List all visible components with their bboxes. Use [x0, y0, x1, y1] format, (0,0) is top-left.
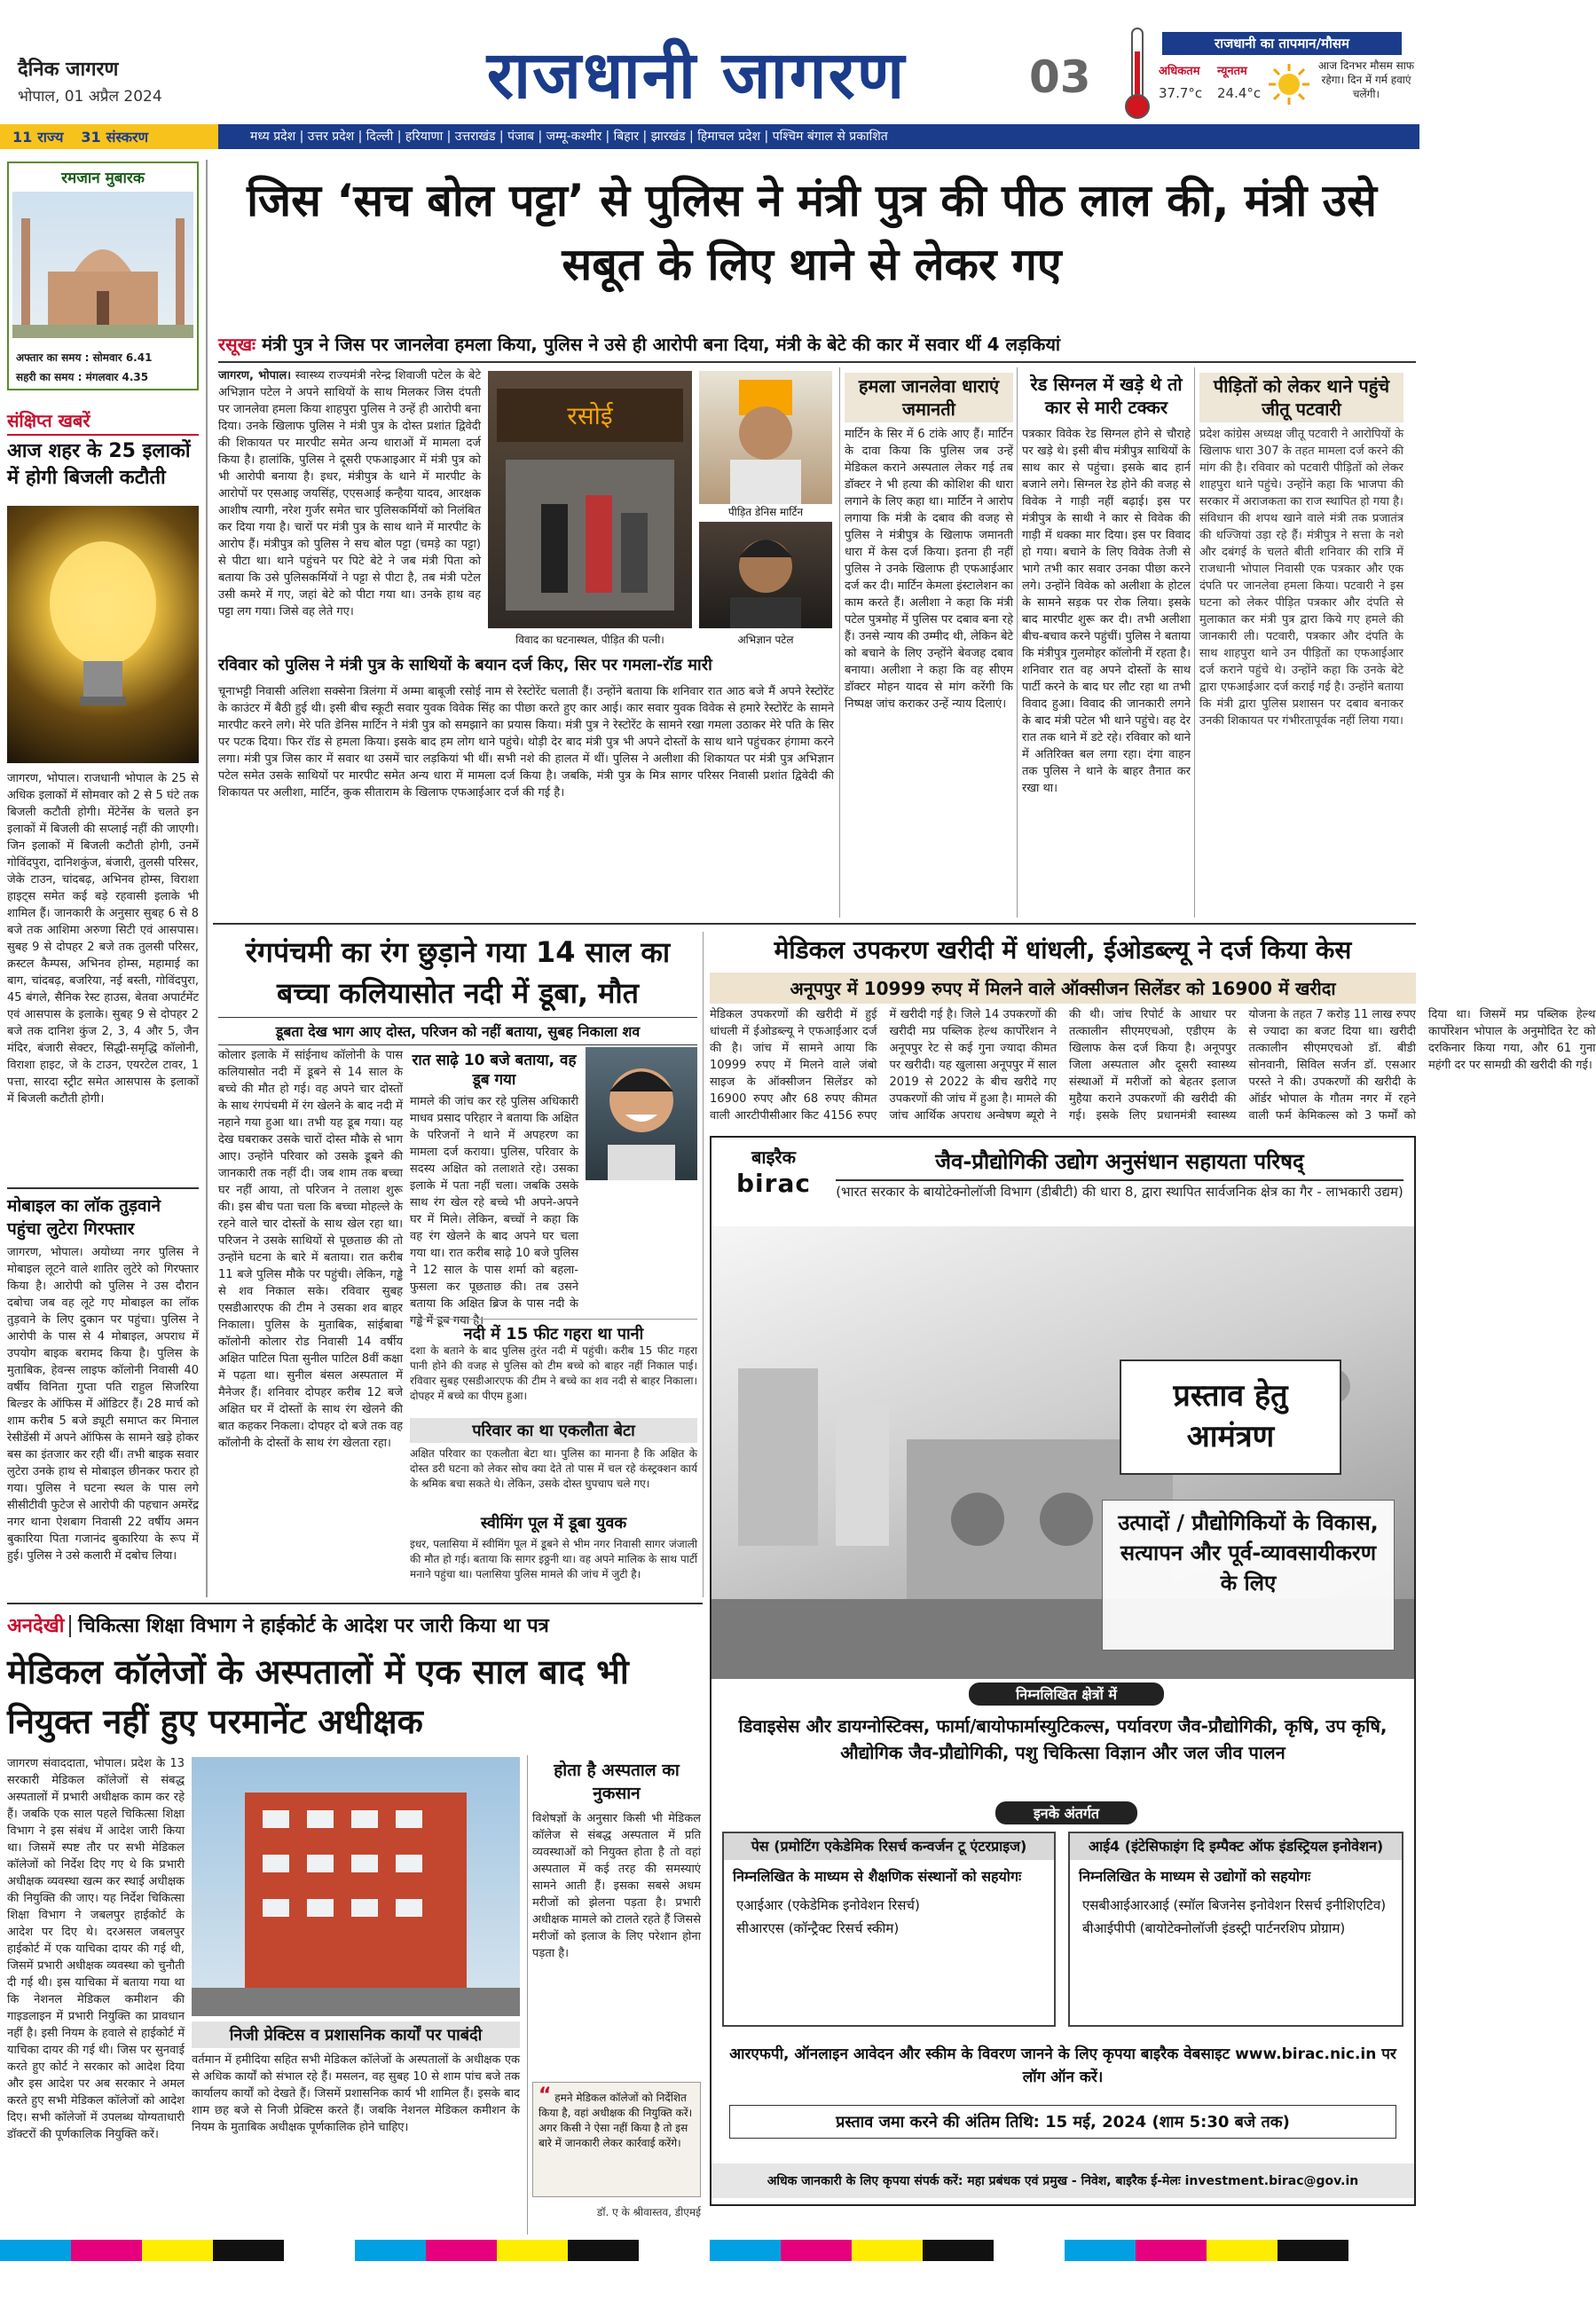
ramzan-box: [7, 162, 199, 390]
pace-via: निम्नलिखित के माध्यम से शैक्षणिक संस्थानों को सहयोगः: [733, 1868, 1022, 1885]
sun-icon: [1267, 62, 1311, 106]
drown-body: कोलार इलाके में सांईनाथ कॉलोनी के पास कलियासोत नदी में डूबने से 14 साल के बच्चे की मौत हो गई। वह अपने चार दोस्तों के साथ रंगपंचमी में रंग खेलने के बाद नदी में नहाने गया हुआ था। तभी यह डूब गया। यह देख घबराकर उसके चारों दोस्त मौके से भाग आए। उन्होंने परिवार को उसके डूबने की जानकारी तक नहीं दी। जब शाम तक बच्चा घर नहीं आया, तो परिजन ने तलाश शुरू की। इस बीच पता चला कि बच्चा मोहल्ले के रहने वाले चार दोस्तों के साथ खेल रहा था। परिजन ने उसके साथियों से पूछताछ की तो उन्होंने घटना के बारे में बताया। रात करीब 11 बजे पुलिस मौके पर पहुंची। लेकिन, गड्ढे से शव निकाल सके। रविवार सुबह एसडीआरएफ की टीम ने उसका शव बाहर निकाला। पुलिस के मुताबिक, सांईबाबा कॉलोनी कोलार रोड निवासी 14 वर्षीय अक्षित पाटिल पिता सुनील पाटिल 8वीं कक्षा में पढ़ता था। सुनील बंसल अस्पताल में मैनेजर हैं। शनिवार दोपहर करीब 12 बजे अक्षित घर में दोस्तों के साथ रंग खेलने की बात कहकर निकला। दोपहर दो बजे तक वह कॉलोनी के दोस्तों के साथ रंग खेलता रहा।: [218, 1049, 403, 1450]
quote-icon: “: [539, 2084, 552, 2107]
thermometer-icon: [1120, 25, 1155, 122]
col2-title: हमला जानलेवा धाराएं जमानती: [845, 373, 1013, 422]
bulb-image: [7, 506, 199, 763]
lead-sub2-body: चूनाभट्टी निवासी अलिशा सक्सेना त्रिलंगा में अम्मा बाबूजी रसोई नाम से रेस्टोरेंट चलाती हैं। उन्होंने बताया कि शनिवार रात आठ बजे मैं अपने रेस्टोरेंट के काउंटर में बैठी हुई थी। इसी बीच स्कूटी सवार युवक विवेक सिंह का पीछा करते हुए कार आई। कार सवार युवक विवेक से हमारे रेस्टोरेंट के सामने मारपीट करने लगे। मेरे पति डेनिस मार्टिन ने मंत्री पुत्र को समझाने का प्रयास किया। मंत्री पुत्र ने रेस्टोरेंट के सामने रखा गमला उठाकर मेरे पति के सिर पर पटक दिया। फिर रॉड से हमला किया। इसके बाद हम लोग थाने पहुंचे। थोड़ी देर बाद मंत्री पुत्र भी अपने दोस्तों के साथ थाने पहुंचकर हंगामा करने लगा। मंत्री पुत्र जिस कार में सवार था उसमें चार लड़कियां भी थीं। सभी नशे की हालत में थीं। पुलिस ने अलीशा की शिकायत पर मंत्री पुत्र अभिज्ञान पटेल समेत उसके साथियों पर मारपीट समेत अन्य धारा में मामला दर्ज किया है। जबकि, मंत्री पुत्र के मित्र सागर परिसर निवासी प्रशांत द्विवेदी की शिकायत पर अलीशा, मार्टिन, कुक सीताराम के खिलाफ एफआईआर दर्ज की गई है।: [218, 685, 834, 800]
pace-box: [722, 1832, 1056, 2027]
edition-bar: [0, 124, 1419, 149]
min-temp: 24.4°c: [1217, 85, 1262, 101]
drown-box2-body: दशा के बताने के बाद पुलिस तुरंत नदी में पहुंची। करीब 15 फीट गहरा पानी होने की वजह से पुलिस को टीम बच्चे को बाहर नहीं निकाल पाई। रविवार सुबह एसडीआरएफ की टीम ने बच्चे का शव नदी से बाहर निकाला। दोपहर में बच्चे का पीएम हुआ।: [410, 1344, 697, 1402]
svg-text:रसोई: रसोई: [567, 401, 613, 430]
masthead-date: भोपाल, 01 अप्रैल 2024: [18, 88, 162, 106]
brief-header: संक्षिप्त खबरें: [7, 408, 199, 436]
caption-martin: पीड़ित डेनिस मार्टिन: [699, 504, 832, 519]
lead-headline: जिस ‘सच बोल पट्टा’ से पुलिस ने मंत्री पुत्र की पीठ लाल की, मंत्री उसे सबूत के लिए थाने से लेकर गए: [247, 175, 1377, 290]
quote-box: [532, 2082, 701, 2197]
registration-strip: [0, 2240, 1419, 2261]
sectors-label: निम्नलिखित क्षेत्रों में: [969, 1682, 1164, 1706]
drown-box-title: रात साढ़े 10 बजे बताया, वह डूब गया: [412, 1052, 577, 1089]
under-label: इनके अंतर्गत: [995, 1801, 1137, 1824]
birac-logo-hindi: बाइरैक: [751, 1147, 796, 1168]
hospital-headline: मेडिकल कॉलेजों के अस्पतालों में एक साल बाद भी नियुक्त नहीं हुए परमानेंट अधीक्षक: [7, 1652, 629, 1741]
apply-text: आरएफपी, ऑनलाइन आवेदन और स्कीम के विवरण जानने के लिए कृपया बाइरैक वेबसाइट www.birac.nic.in पर लॉग ऑन करें।: [729, 2045, 1396, 2086]
lead-dateline: जागरण, भोपाल।: [218, 369, 292, 382]
weather-title: राजधानी का तापमान/मौसम: [1162, 32, 1402, 55]
lead-sub-kicker: रसूखः: [218, 334, 256, 355]
deadline-text: प्रस्ताव जमा करने की अंतिम तिथि: 15 मई, 2024 (शाम 5:30 बजे तक): [729, 2105, 1396, 2139]
invite-line1: प्रस्ताव हेतु: [1173, 1378, 1288, 1414]
lead-subhead: [218, 332, 1416, 363]
hospital-box-body: वर्तमान में हमीदिया सहित सभी मेडिकल कॉलेजों के अस्पतालों के अधीक्षक एक से अधिक कार्यों को संभाल रहे हैं। मसलन, वह सुबह 10 से शाम पांच बजे तक कार्यालय कार्यों को देखते हैं। जिसमें प्रशासनिक कार्य भी शामिल हैं। इसके बाद शाम छह बजे से निजी प्रेक्टिस करते हैं। जबकि नेशनल मेडिकल कमीशन के नियम के मुताबिक अधीक्षक पूर्णकालिक होने चाहिए।: [192, 2053, 520, 2134]
max-temp-label: अधिकतम: [1159, 65, 1200, 78]
brief2-title: मोबाइल का लॉक तुड़वाने पहुंचा लुटेरा गिरफ्तार: [7, 1187, 199, 1241]
brief1-title: आज शहर के 25 इलाकों में होगी बिजली कटौती: [7, 440, 191, 489]
pace-item1: एआईआर (एकेडेमिक इनोवेशन रिसर्च): [736, 1897, 920, 1913]
martin-photo: [699, 371, 832, 504]
drown-box3-title: परिवार का था एकलौता बेटा: [410, 1418, 697, 1443]
hospital-side-title: होता है अस्पताल का नुकसान: [554, 1761, 680, 1803]
birac-title: जैव-प्रौद्योगिकी उद्योग अनुसंधान सहायता परिषद्: [836, 1147, 1403, 1181]
hospital-body: जागरण संवाददाता, भोपाल। प्रदेश के 13 सरकारी मेडिकल कॉलेजों से संबद्ध अस्पतालों में प्रभारी अधीक्षक काम कर रहे हैं। जबकि एक साल पहले चिकित्सा शिक्षा विभाग ने इस संबंध में आदेश जारी किया था। जिसमें स्पष्ट तौर पर सभी मेडिकल कॉलेजों को निर्देश दिए गए थे कि प्रभारी अधीक्षक व्यवस्था खत्म कर स्थाई अधीक्षक की नियुक्ति की जाए। यह निर्देश चिकित्सा शिक्षा विभाग ने जबलपुर हाईकोर्ट के आदेश पर दिए थे। दरअसल जबलपुर हाईकोर्ट में एक याचिका दायर की गई थी, जिसमें प्रभारी अधीक्षक व्यवस्था को चुनौती दी गई थी। इस याचिका में बताया गया था कि नेशनल मेडिकल कमीशन की गाइडलाइन में प्रभारी नियुक्ति का प्रावधान नहीं है। इसी नियम के हवाले से हाईकोर्ट में याचिका दायर की गई थी। जिस पर सुनवाई करते हुए कोर्ट ने सरकार को आदेश दिया और इस आदेश पर अब सरकार ने अमल करते हुए सभी मेडिकल कॉलेजों को आदेश दिए। सभी कॉलेजों में उपलब्ध योग्यताधारी डॉक्टरों की पूर्णकालिक नियुक्ति करें।: [7, 1757, 185, 2141]
brief2-text: जागरण, भोपाल। अयोध्या नगर पुलिस ने मोबाइल लूटने वाले शातिर लुटेरे को गिरफ्तार किया है। आरोपी को पुलिस ने उस दौरान दबोचा जब वह लूटे गए मोबाइल का लॉक तुड़वाने के लिए दुकान पर पहुंचा। पुलिस ने आरोपी के पास से 4 मोबाइल, अपराध में उपयोग बाइक बरामद किया है। पुलिस के मुताबिक, हेवन्स लाइफ कॉलोनी निवासी 40 वर्षीय विनिता गुप्ता पति राहुल सिजरिया बिल्डर के ऑफिस में ऑडिटर हैं। 28 मार्च को शाम करीब 5 बजे ड्यूटी समाप्त कर मिनाल रेसीडेंसी में अपने ऑफिस के सामने खड़े होकर बस का इंतजार कर रही थीं। तभी बाइक सवार लुटेरा उनके हाथ से मोबाइल छीनकर फरार हो गया। पुलिस ने घटना स्थल के पास लगे सीसीटीवी फुटेज से आरोपी की पहचान अमरेंद्र नगर थाना ऐशबाग निवासी 22 वर्षीय अमन बुकारिया पिता गजानंद बुकारिया के रूप में हुई। पुलिस ने उसे कलारी में दबोच लिया।: [7, 1246, 199, 1563]
lead-body-text: स्वास्थ्य राज्यमंत्री नरेन्द्र शिवाजी पटेल के बेटे अभिज्ञान पटेल ने अपने साथियों के साथ मिलकर जिस दंपती पर जानलेवा हमला किया शाहपुरा पुलिस ने उन्हें ही आरोपी बना दिया। उनके खिलाफ पुलिस ने मंत्री पुत्र के दोस्त प्रशांत द्विवेदी की शिकायत पर मारपीट समेत अन्य धाराओं में मामला दर्ज किया है। हालांकि, पुलिस ने दूसरी एफआइआर में मंत्री पुत्र को भी आरोपी बनाया है। इधर, मंत्रीपुत्र के थाने में मारपीट के आरोपों पर एसआइ जयसिंह, एएसआई कन्हैया यादव, आरक्षक आशीष त्यागी, नरेश गुर्जर समेत चार पुलिसकर्मियों को निलंबित कर दिया गया है। चारों पर मंत्री पुत्र के साथ थाने में मारपीट के आरोप हैं। मंत्रीपुत्र को पुलिस ने सच बोल पट्टा (चमड़े का पट्टा) से पीटा था। थाने पहुंचने पर पिटे बेटे ने जब मंत्री पिता को बताया कि उसे पुलिसकर्मियों ने पट्टा से पीटा है, तब मंत्री पटेल उसी कमरे में गए, जहां बेटे को पीटा गया था। उनके हाथ वह पट्टा लग गया। जिसे वह लेते गए।: [218, 369, 482, 619]
page-number: 03: [1029, 51, 1091, 103]
states-label: राज्य: [37, 129, 64, 146]
min-temp-label: न्यूनतम: [1217, 65, 1247, 78]
i4-via: निम्नलिखित के माध्यम से उद्योगों को सहयोगः: [1079, 1868, 1311, 1885]
pace-item2: सीआरएस (कॉन्ट्रैक्ट रिसर्च स्कीम): [736, 1920, 900, 1936]
abhigyan-photo: [699, 522, 832, 628]
sectors-text: डिवाइसेस और डायग्नोस्टिक्स, फार्मा/बायोफार्मास्युटिकल्स, पर्यावरण जैव-प्रौद्योगिकी, कृषि, उप कृषि, औद्योगिक जैव-प्रौद्योगिकी, पशु चिकित्सा विज्ञान और जल जीव पालन: [738, 1715, 1388, 1763]
invite-line2: आमंत्रण: [1186, 1419, 1275, 1454]
i4-box: [1068, 1832, 1403, 2027]
invite-box: [1120, 1359, 1341, 1475]
i4-item1: एसबीआईआरआई (स्मॉल बिजनेस इनोवेशन रिसर्च इनीशिएटिव): [1082, 1897, 1387, 1913]
medical-body: मेडिकल उपकरणों की खरीदी में हुई धांधली में ईओडब्ल्यू ने एफआईआर दर्ज की है। जांच में सामने आया कि 10999 रुपए में मिलने वाले जंबो साइज के ऑक्सीजन सिलेंडर को 16900 रुपए और 68 रुपए कीमत वाली आरटीपीसीआर किट 4156 रुपए में खरीदी गई है। जिले 14 उपकरणों की खरीदी मप्र पब्लिक हेल्थ कार्पोरेशन ने अनूपपुर रेट से कई गुना ज्यादा कीमत पर खरीदी। यह खुलासा अनूपपुर में साल 2019 से 2022 के बीच खरीदे गए उपकरणों की जांच में हुआ है। मामले की जांच आर्थिक अपराध अन्वेषण ब्यूरो ने की थी। जांच रिपोर्ट के आधार पर तत्कालीन सीएमएचओ, एडीएम के खिलाफ केस दर्ज किया है। अनूपपुर जिला अस्पताल और दूसरी स्वास्थ्य संस्थाओं में मरीजों को बेहतर इलाज मुहैया कराने उपकरणों की खरीदी की गई। इसके लिए प्रधानमंत्री स्वास्थ्य योजना के तहत 7 करोड़ 11 लाख रुपए से ज्यादा का बजट दिया था। खरीदी तत्कालीन सीएमएचओ डॉ. बीडी सोनवानी, सिविल सर्जन डॉ. एसआर परस्ते ने की। उपकरणों की खरीदी के ऑर्डर भोपाल के गौतम नगर में रहने वाली फर्म केमिकल्स को 3 फर्मों को दिया था। जिसमें मप्र पब्लिक हेल्थ कार्पोरेशन भोपाल के अनुमोदित रेट को दरकिनार किया गया, और 61 गुना महंगी दर पर सामग्री की खरीदी की गई।: [710, 1008, 1596, 1123]
caption-abhigyan: अभिज्ञान पटेल: [737, 634, 794, 646]
caption-restaurant: विवाद का घटनास्थल, पीड़ित की पत्नी।: [515, 634, 664, 646]
boy-photo: [586, 1047, 697, 1180]
max-temp: 37.7°c: [1159, 85, 1203, 101]
medical-subhead: अनूपपुर में 10999 रुपए में मिलने वाले ऑक्सीजन सिलेंडर को 16900 में खरीदा: [710, 973, 1416, 1004]
masthead-brand: राजधानी जागरण: [486, 37, 907, 114]
col4-title: पीड़ितों को लेकर थाने पहुंचे जीतू पटवारी: [1199, 373, 1403, 422]
col2-body: मार्टिन के सिर में 6 टांके आए हैं। मार्टिन के दावा किया कि पुलिस जब उन्हें मेडिकल कराने अस्पताल लेकर गई तब डॉक्टर ने भी हत्या की कोशिश की धारा लगाने के लिए कहा था। मार्टिन ने आरोप लगाया कि मंत्री के दबाव की वजह से पुलिस ने मंत्रीपुत्र के खिलाफ जमानती धारा में केस दर्ज किया। इतना ही नहीं पुलिस ने उनके खिलाफ ही एफआईआर दर्ज कर दी। मार्टिन केमला इंस्टालेशन का काम करते हैं। अलीशा ने कहा कि मंत्री पटेल पुत्रमोह में पुलिस पर दबाव बना रहे हैं। उनसे न्याय की उम्मीद थी, लेकिन बेटे को बचाने के लिए उन्होंने बेवजह दबाव बनाया। अलीशा ने कहा कि वह सीएम डॉक्टर मोहन यादव से मांग करेंगी कि निष्पक्ष जांच कराकर उन्हें न्याय दिलाएं।: [845, 428, 1013, 711]
contact-text: अधिक जानकारी के लिए कृपया संपर्क करें: महा प्रबंधक एवं प्रमुख - निवेश, बाइरैक ई-मेलः investment.birac@gov.in: [712, 2163, 1414, 2198]
quote-text: हमने मेडिकल कॉलेजों को निर्देशित किया है, वहां अधीक्षक की नियुक्ति करें। अगर किसी ने ऐसा नहीं किया है तो इस बारे में जानकारी लेकर कार्रवाई करेंगे।: [539, 2092, 693, 2149]
quote-by: डॉ. ए के श्रीवास्तव, डीएमई: [596, 2206, 701, 2218]
hospital-photo: [192, 1757, 520, 2016]
lead-sub2-title: रविवार को पुलिस ने मंत्री पुत्र के साथियों के बयान दर्ज किए, सिर पर गमला-रॉड मारी: [218, 656, 712, 674]
ramzan-title: रमजान मुबारक: [9, 163, 197, 191]
published-states: मध्य प्रदेश | उत्तर प्रदेश | दिल्ली | हरियाणा | उत्तराखंड | पंजाब | जम्मू-कश्मीर | बिहार | झारखंड | हिमाचल प्रदेश | पश्चिम बंगाल से प्रकाशित: [250, 130, 888, 144]
pace-title: पेस (प्रमोटिंग एकेडेमिक रिसर्च कन्वर्जन टू एंटरप्राइज): [724, 1833, 1054, 1860]
weather-forecast: आज दिनभर मौसम साफ रहेगा। दिन में गर्म हवाएं चलेंगी।: [1317, 59, 1415, 100]
col4-body: प्रदेश कांग्रेस अध्यक्ष जीतू पटवारी ने आरोपियों के खिलाफ धारा 307 के तहत मामला दर्ज करने की मांग की है। रविवार को पटवारी पीड़ितों को लेकर शाहपुरा थाने पहुंचे। उन्होंने कहा कि भाजपा की सरकार में अराजकता का राज स्थापित हो गया है। संविधान की शपथ खाने वाले मंत्री तक प्रजातंत्र की धज्जियां उड़ा रहे हैं। मंत्रीपुत्र ने सत्ता के नशे और दबंगई के चलते बीती शनिवार की रात्रि में राजधानी भोपाल निवासी एक पत्रकार और एक दंपति पर जानलेवा हमला किया। पटवारी ने इस घटना को लेकर पीड़ित पत्रकार और दंपति से मुलाकात कर मंत्री पुत्र द्वारा किये गए हमले की जानकारी ली। पटवारी, पत्रकार और दंपति के साथ शाहपुरा थाने उन पीड़ितों का एफआईआर दर्ज कराने पहुंचे थे। उन्होंने कहा कि उनके बेटे द्वारा एफआईआर दर्ज कराई गई है। उन्होंने बताया कि मंत्री द्वारा पुलिस प्रशासन पर दबाव बनाकर उनकी शिकायत पर गंभीरतापूर्वक नहीं लिया गया।: [1199, 428, 1403, 728]
birac-subtitle: (भारत सरकार के बायोटेक्नोलॉजी विभाग (डीबीटी) की धारा 8, द्वारा स्थापित सार्वजनिक क्षेत्र का गैर - लाभकारी उद्यम): [836, 1184, 1403, 1200]
editions-label: संस्करण: [106, 129, 149, 146]
states-count: 11: [12, 128, 33, 146]
drown-box4-body: इधर, पलासिया में स्वीमिंग पूल में डूबने से भीम नगर निवासी सागर जंजाली की मौत हो गई। बताया कि सागर इठ्ठनी था। वह अपने मालिक के साथ पार्टी मनाने पहुंचा था। पलासिया पुलिस मामले की जांच में जुटी है।: [410, 1538, 697, 1580]
masthead: [0, 0, 1419, 124]
drown-headline: रंगपंचमी का रंग छुड़ाने गया 14 साल का बच्चा कलियासोत नदी में डूबा, मौत: [245, 935, 671, 1010]
restaurant-photo: [488, 371, 692, 628]
col3-title: रेड सिग्नल में खड़े थे तो कार से मारी टक्कर: [1030, 374, 1183, 418]
drown-box2-title: नदी में 15 फीट गहरा था पानी: [410, 1319, 697, 1344]
brief1-text: जागरण, भोपाल। राजधानी भोपाल के 25 से अधिक इलाकों में सोमवार को 2 से 5 घंटे तक बिजली कटौती होगी। मेंटेनेंस के चलते इन इलाकों में बिजली की सप्लाई नहीं की जाएगी। जिन इलाकों में बिजली कटौती होगी, उनमें गोविंदपुरा, दानिशकुंज, बंजारी, तुलसी परिसर, जेके टाउन, चांदबढ़, अभिनव होम्स, विराशा हाइट्स समेत कई बड़े रहवासी इलाके भी शामिल हैं। जानकारी के अनुसार सुबह 6 से 8 बजे तक आशिमा अरुणा सिटी एवं आसपास। सुबह 9 से दोपहर 2 बजे तक तुलसी परिसर, क्रस्टल कैम्पस, अभिनव होम्स, महामाई का बाग, चांदबढ़, बजरिया, नई बस्ती, गोविंदपुरा, 45 बंगले, सैनिक रेस्ट हाउस, बेतवा अपार्टमेंट एवं आसपास के इलाके। सुबह 9 से दोपहर 2 बजे तक दानिश कुंज 2, 3, 4 और 5, जैन मंदिर, बंजारी सेक्टर, सिद्धी-समृद्धि कॉलोनी, विराशा हाइट, जे के टाउन, एयरटेल टावर, 1 पत्ता, सारदा स्ट्रीट समेत आसपास के इलाकों में बिजली कटौती होगी।: [7, 772, 199, 1106]
masthead-left-name: दैनिक जागरण: [18, 59, 119, 81]
lead-sub-text: मंत्री पुत्र ने जिस पर जानलेवा हमला किया, पुलिस ने उसे ही आरोपी बना दिया, मंत्री के बेटे की कार में सवार थीं 4 लड़कियां: [262, 334, 1061, 355]
drown-box3-body: अक्षित परिवार का एकलौता बेटा था। पुलिस का मानना है कि अक्षित के दोस्त डरी घटना को लेकर सोच क्या देते तो पास में चल रहे कंस्ट्रक्शन कार्य के श्रमिक बचा सकते थे। लेकिन, उसके दोस्त घुपचाप चले गए।: [410, 1447, 697, 1490]
i4-title: आई4 (इंटेसिफाइंग दि इम्पैक्ट ऑफ इंडस्ट्रियल इनोवेशन): [1070, 1833, 1402, 1860]
birac-ad: [710, 1136, 1416, 2206]
hospital-kicker: अनदेखी: [7, 1615, 71, 1637]
products-box: उत्पादों / प्रौद्योगिकियों के विकास, सत्यापन और पूर्व-व्यावसायीकरण के लिए: [1102, 1500, 1395, 1651]
hospital-box-title: निजी प्रेक्टिस व प्रशासनिक कार्यों पर पाबंदी: [192, 2021, 520, 2048]
drown-box-body: मामले की जांच कर रहे पुलिस अधिकारी माधव प्रसाद परिहार ने बताया कि अक्षित के परिजनों ने थाने में अपहरण का मामला दर्ज कराया। पुलिस, परिवार के सदस्य अक्षित को तलाशते रहे। उसका इलाके में पता नहीं चला। जबकि उसके साथ रंग खेल रहे बच्चे भी अपने-अपने घर में मिले। लेकिन, बच्चों ने कहा कि वह रंग खेलने के बाद अपने घर चला गया था। रात करीब साढ़े 10 बजे पुलिस ने 12 साल के पास शर्मा को बहला-फुसला कर पूछताछ की। तब उसने बताया कि अक्षित ब्रिज के पास नदी के गड्ढे में डूब गया है।: [410, 1095, 578, 1328]
medical-headline: मेडिकल उपकरण खरीदी में धांधली, ईओडब्ल्यू ने दर्ज किया केस: [774, 935, 1352, 965]
mosque-image: [12, 192, 193, 338]
birac-logo: [720, 1145, 827, 1207]
hospital-kicker-text: चिकित्सा शिक्षा विभाग ने हाईकोर्ट के आदेश पर जारी किया था पत्र: [78, 1615, 549, 1637]
hospital-side-body: विशेषज्ञों के अनुसार किसी भी मेडिकल कॉलेज से संबद्ध अस्पताल में प्रति व्यवस्थाओं को नियुक्त होता है तो वहां अस्पताल में कई तरह की समस्याएं सामने आती हैं। इसका सबसे अधम मरीजों को झेलना पड़ता है। प्रभारी अधीक्षक मामले को टालते रहते हैं जिससे मरीजों को इलाज के लिए परेशान होना पड़ता है।: [532, 1812, 701, 1960]
drown-box4-title: स्वीमिंग पूल में डूबा युवक: [480, 1514, 627, 1533]
i4-item2: बीआईपीपी (बायोटेक्नोलॉजी इंडस्ट्री पार्टनरशिप प्रोग्राम): [1082, 1920, 1346, 1936]
drown-subhead: डूबता देख भाग आए दोस्त, परिजन को नहीं बताया, सुबह निकाला शव: [218, 1017, 697, 1045]
hospital-kicker-row: [7, 1611, 703, 1638]
editions-count: 31: [81, 128, 101, 146]
sehri-time: सहरी का समय : मंगलवार 4.35: [16, 371, 149, 383]
iftar-time: अफ्तार का समय : सोमवार 6.41: [16, 351, 153, 364]
birac-logo-english: birac: [736, 1169, 811, 1198]
col3-body: पत्रकार विवेक रेड सिग्नल होने से चौराहे पर खड़े थे। इसी बीच मंत्रीपुत्र साथियों के साथ कार से पहुंचा। इसके बाद हार्न बजाने लगे। सिग्नल रेड होने की वजह से विवेक ने गाड़ी नहीं बढ़ाई। इस पर मंत्रीपुत्र के साथी ने कार से विवेक की गाड़ी में धक्का मार दिया। इस पर विवाद हो गया। बचाने के लिए विवेक तेजी से भागे तभी कार सवार उनका पीछा करने लगे। उन्होंने विवेक को अलीशा के होटल के सामने सड़क पर रोक लिया। इसके बाद मारपीट शुरू कर दी। तभी अलीशा बीच-बचाव करने पहुंचीं। पुलिस ने बताया कि मंत्रीपुत्र गुलमोहर कॉलोनी में रहता है। शनिवार रात वह अपने दोस्तों के साथ पार्टी करने के बाद घर लौट रहा था तभी विवाद हुआ। विवाद की जानकारी लगने के बाद मंत्री पटेल भी थाने पहुंचे। वह देर रात तक थाने में डटे रहे। रविवार को थाने में अतिरिक्त बल लगा रहा। दंगा वाहन तक पुलिस ने थाने के बाहर तैनात कर रखा था।: [1022, 428, 1191, 795]
